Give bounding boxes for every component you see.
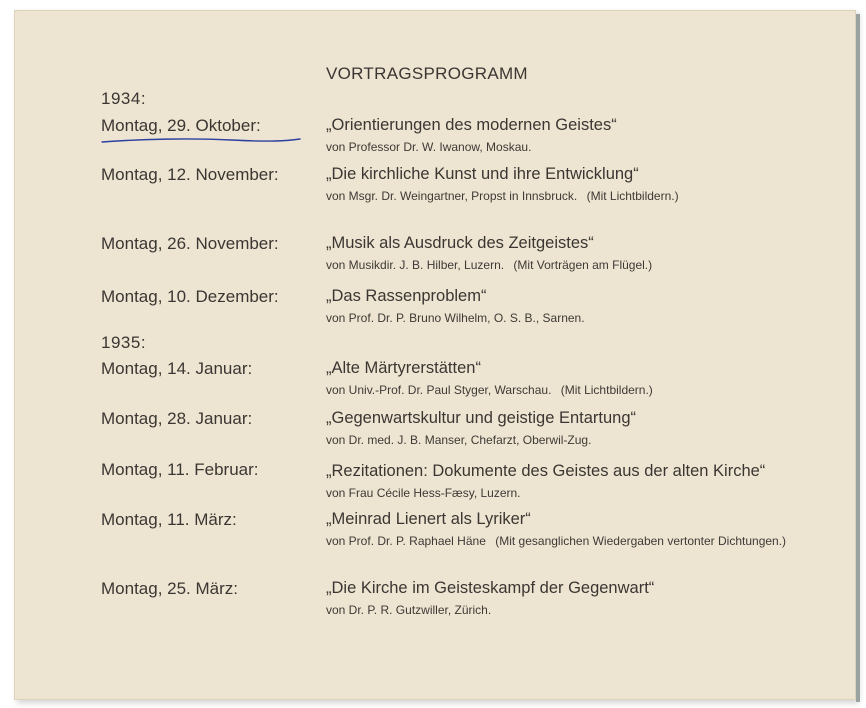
entry-talk-title: „Rezitationen: Dokumente des Geistes aus der alten Kirche“ [326, 462, 766, 480]
entry-talk-title: „Meinrad Lienert als Lyriker“ [326, 510, 531, 528]
speaker-name: von Prof. Dr. P. Bruno Wilhelm, O. S. B., Sarnen. [326, 311, 585, 325]
speaker-note: (Mit Vorträgen am Flügel.) [513, 258, 653, 272]
speaker-note: (Mit Lichtbildern.) [560, 383, 653, 397]
entry-talk-title: „Das Rassenproblem“ [326, 287, 487, 305]
entry-date: Montag, 14. Januar: [101, 359, 253, 378]
entry-speaker [326, 601, 798, 620]
entry-date: Montag, 12. November: [101, 165, 279, 184]
entry-talk-title: „Die kirchliche Kunst und ihre Entwicklung“ [326, 165, 639, 183]
entry-talk-title: „Gegenwartskultur und geistige Entartung“ [326, 409, 637, 427]
speaker-note: (Mit Lichtbildern.) [586, 189, 679, 203]
speaker-name: von Dr. P. R. Gutzwiller, Zürich. [326, 603, 492, 617]
card-edge [856, 14, 860, 702]
entry-talk-title: „Musik als Ausdruck des Zeitgeistes“ [326, 234, 594, 252]
entry-speaker [326, 532, 798, 551]
speaker-name: von Professor Dr. W. Iwanow, Moskau. [326, 140, 532, 154]
entry-speaker [326, 431, 798, 450]
entry-talk-title: „Die Kirche im Geisteskampf der Gegenwart“ [326, 579, 655, 597]
entry-speaker [326, 381, 798, 400]
entry-date: Montag, 11. Februar: [101, 460, 259, 479]
entry-talk-title: „Orientierungen des modernen Geistes“ [326, 116, 617, 134]
speaker-name: von Univ.-Prof. Dr. Paul Styger, Warschau. [326, 383, 552, 397]
entry-date: Montag, 11. März: [101, 510, 237, 529]
year-heading-1935: 1935: [101, 333, 147, 352]
entry-speaker [326, 484, 606, 503]
entry-talk-title: „Alte Märtyrerstätten“ [326, 359, 481, 377]
speaker-name: von Musikdir. J. B. Hilber, Luzern. [326, 258, 505, 272]
speaker-name: von Dr. med. J. B. Manser, Chefarzt, Oberwil-Zug. [326, 433, 592, 447]
entry-speaker [326, 138, 798, 157]
speaker-name: von Prof. Dr. P. Raphael Häne [326, 534, 486, 548]
entry-speaker [326, 256, 798, 275]
speaker-name: von Frau Cécile Hess-Fæsy, Luzern. [326, 486, 521, 500]
handwritten-underline [101, 137, 301, 145]
entry-date: Montag, 28. Januar: [101, 409, 253, 428]
entry-speaker [326, 309, 798, 328]
page-title: VORTRAGSPROGRAMM [326, 64, 528, 83]
speaker-name: von Msgr. Dr. Weingartner, Propst in Innsbruck. [326, 189, 578, 203]
speaker-note: (Mit gesanglichen Wiedergaben vertonter Dichtungen.) [495, 534, 787, 548]
year-heading-1934: 1934: [101, 89, 147, 108]
entry-date: Montag, 10. Dezember: [101, 287, 279, 306]
entry-speaker [326, 187, 798, 206]
entry-date: Montag, 29. Oktober: [101, 116, 261, 135]
entry-date: Montag, 26. November: [101, 234, 279, 253]
entry-date: Montag, 25. März: [101, 579, 239, 598]
